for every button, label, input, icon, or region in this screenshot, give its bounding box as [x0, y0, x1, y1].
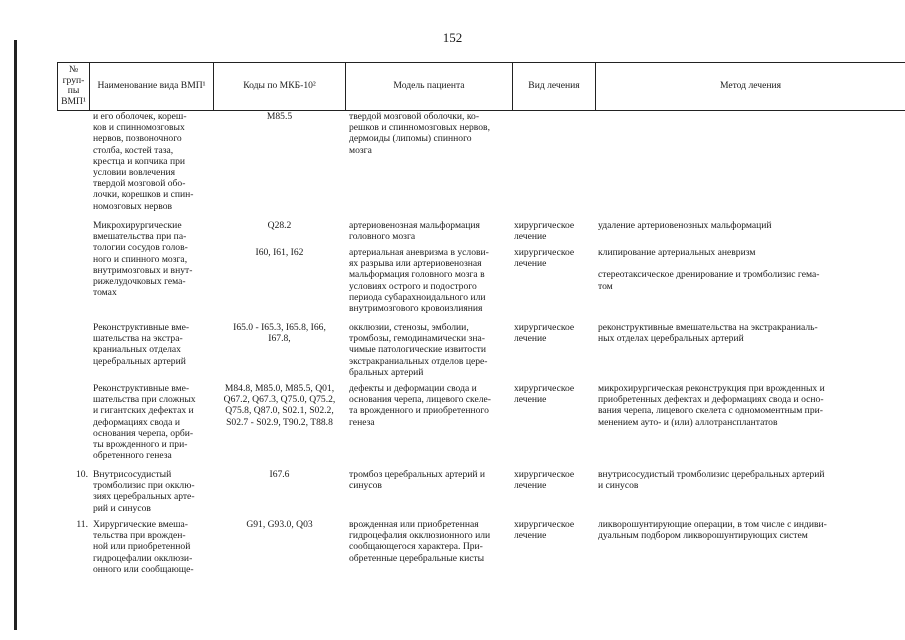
row-vmp-name: и его оболочек, кореш- ков и спинномозговых нервов, позвоночного столба, костей таза, крестца и копчика при условии вовлечения твердой мозговой обо- лочки, корешков и спин- номозговых нервов	[93, 111, 194, 212]
row-icd-codes: I65.0 - I65.3, I65.8, I66, I67.8,	[233, 322, 326, 345]
row-icd-codes: G91, G93.0, Q03	[246, 519, 313, 530]
row-vmp-name: Реконструктивные вме- шательства на экстра- краниальных отделах церебральных артерий	[93, 322, 190, 367]
row-treatment-method: ликворошунтирующие операции, в том числе с индиви- дуальным подбором ликворошунтирующих систем	[598, 519, 827, 542]
row-icd-codes: I67.6	[269, 469, 290, 480]
row-treatment-type: хирургическое лечение	[514, 220, 575, 243]
row-patient-model: окклюзии, стенозы, эмболии, тромбозы, гемодинамически зна- чимые патологические извитости экстракраниальных отделов цере- бральных артерий	[349, 322, 488, 378]
row-patient-model: артериовенозная мальформация головного мозга	[349, 220, 480, 243]
header-treatment-method: Метод лечения	[719, 79, 782, 91]
header-group-number: № груп- пы ВМП¹	[61, 64, 86, 107]
row-vmp-name: Реконструктивные вме- шательства при сложных и гигантских дефектах и деформациях свода и основания черепа, орби- ты врожденного и при- обретенного генеза	[93, 383, 196, 462]
row-patient-model: дефекты и деформации свода и основания черепа, лицевого скеле- та врожденного и приобретенного генеза	[349, 383, 491, 428]
header-vmp-name: Наименование вида ВМП¹	[97, 79, 206, 91]
row-vmp-name: Внутрисосудистый тромболизис при окклю- зиях церебральных арте- рий и синусов	[93, 469, 195, 514]
row-treatment-type: хирургическое лечение	[514, 322, 575, 345]
row-treatment-method: микрохирургическая реконструкция при врожденных и приобретенных дефектах и деформациях свода и осно- вания черепа, лицевого скелета с одномоментным при- менением ауто- и (или) аллотрансплантатов	[598, 383, 825, 428]
row-treatment-method: внутрисосудистый тромболизис церебральных артерий и синусов	[598, 469, 825, 492]
row-treatment-method: клипирование артериальных аневризм стереотаксическое дренирование и тромболизис гема- том	[598, 247, 820, 292]
row-treatment-type: хирургическое лечение	[514, 247, 575, 270]
header-patient-model: Модель пациента	[393, 79, 465, 91]
row-icd-codes: M85.5	[266, 111, 293, 122]
page-number: 152	[442, 30, 463, 45]
row-vmp-name: Микрохирургические вмешательства при па- тологии сосудов голов- ного и спинного мозга, внутримозговых и внут- рижелудочковых гема- томах	[93, 220, 193, 299]
row-patient-model: врожденная или приобретенная гидроцефалия окклюзионного или сообщающегося характера. При- обретенные церебральные кисты	[349, 519, 491, 564]
row-treatment-method: удаление артериовенозных мальформаций	[598, 220, 772, 231]
row-group-number: 11.	[76, 519, 88, 530]
row-treatment-type: хирургическое лечение	[514, 519, 575, 542]
row-patient-model: артериальная аневризма в услови- ях разрыва или артериовенозная мальформация головного мозга в условиях острого и подострого периода субарахноидального или внутримозгового кровоизлияния	[349, 247, 489, 315]
row-treatment-method: реконструктивные вмешательства на экстракраниаль- ных отделах церебральных артерий	[598, 322, 818, 345]
row-vmp-name: Хирургические вмеша- тельства при врожден- ной или приобретенной гидроцефалии окклюзи- онного или сообщающе-	[93, 519, 194, 575]
row-icd-codes: Q28.2	[267, 220, 292, 231]
row-icd-codes: I60, I61, I62	[255, 247, 304, 258]
header-treatment-type: Вид лечения	[528, 79, 580, 91]
row-treatment-type: хирургическое лечение	[514, 469, 575, 492]
row-patient-model: тромбоз церебральных артерий и синусов	[349, 469, 486, 492]
row-patient-model: твердой мозговой оболочки, ко- решков и спинномозговых нервов, дермоиды (липомы) спинного мозга	[349, 111, 490, 156]
row-icd-codes: M84.8, M85.0, M85.5, Q01, Q67.2, Q67.3, Q75.0, Q75.2, Q75.8, Q87.0, S02.1, S02.2, S02.7 - S02.9, T90.2, T88.8	[223, 383, 336, 428]
left-margin-rule	[14, 40, 17, 630]
row-treatment-type: хирургическое лечение	[514, 383, 575, 406]
header-icd-codes: Коды по МКБ-10²	[243, 79, 316, 91]
row-group-number: 10.	[76, 469, 88, 480]
